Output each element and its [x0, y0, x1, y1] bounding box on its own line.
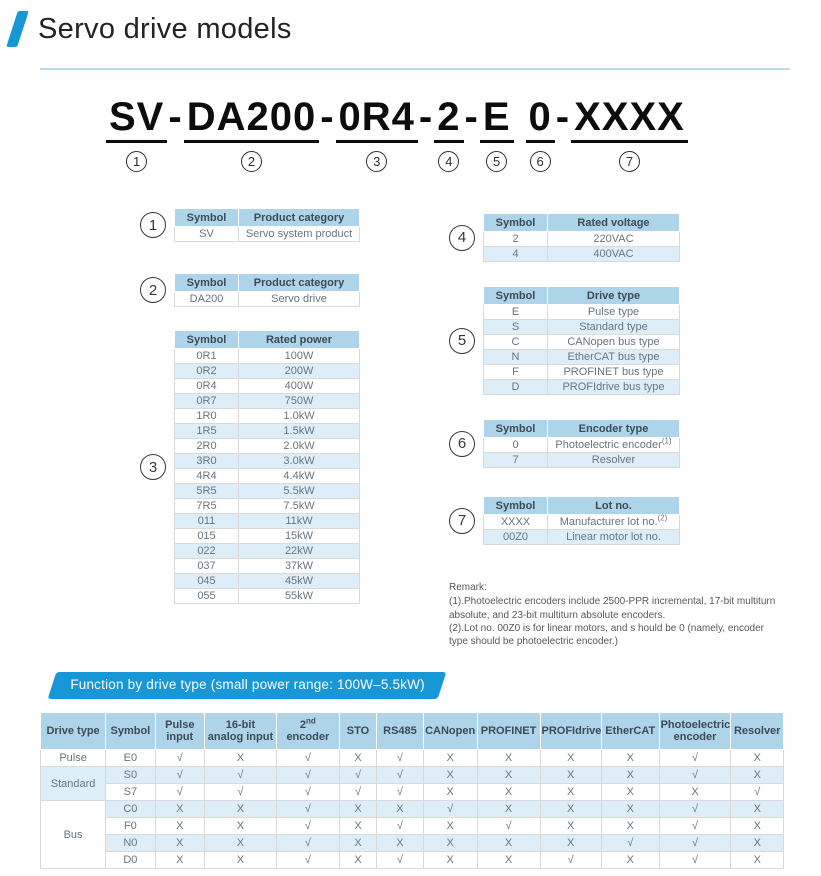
- support-cell: X: [477, 852, 540, 869]
- table-header-row: [175, 209, 360, 227]
- support-cell: X: [731, 852, 784, 869]
- symbol-cell: E0: [106, 750, 155, 767]
- support-cell: √: [205, 767, 277, 784]
- model-segment-text: DA200: [184, 96, 320, 143]
- support-cell: X: [155, 801, 204, 818]
- support-cell: √: [276, 852, 339, 869]
- function-column-header: Drive type: [41, 713, 106, 750]
- column-header: Product category: [239, 274, 360, 292]
- table-row: [175, 514, 360, 529]
- table-cell: 220VAC: [548, 232, 680, 247]
- support-cell: X: [423, 852, 477, 869]
- symbol-cell: N0: [106, 835, 155, 852]
- table-cell: 15kW: [239, 529, 360, 544]
- legend-table-1: [174, 208, 360, 242]
- table-cell: 22kW: [239, 544, 360, 559]
- support-cell: X: [477, 750, 540, 767]
- table-cell: 3R0: [175, 454, 239, 469]
- model-separator: -: [555, 95, 571, 139]
- support-cell: √: [276, 767, 339, 784]
- circled-number-1: 1: [126, 151, 147, 172]
- table-cell: 3.0kW: [239, 454, 360, 469]
- table-cell: XXXX: [484, 515, 548, 530]
- support-cell: X: [423, 784, 477, 801]
- table-row: [175, 484, 360, 499]
- table-row: [484, 247, 680, 262]
- legend-block-3: [140, 330, 360, 604]
- support-cell: X: [423, 767, 477, 784]
- table-row: [175, 439, 360, 454]
- table-cell: 011: [175, 514, 239, 529]
- table-cell: E: [484, 305, 548, 320]
- table-cell: 5.5kW: [239, 484, 360, 499]
- table-cell: SV: [175, 227, 239, 242]
- table-row: [484, 335, 680, 350]
- column-header: Rated voltage: [548, 214, 680, 232]
- table-cell: 5R5: [175, 484, 239, 499]
- support-cell: √: [601, 835, 659, 852]
- model-segment-text: 2: [434, 96, 463, 143]
- legend-block-7: [449, 496, 821, 545]
- model-segment-text: 0: [526, 96, 555, 143]
- function-column-header: 16-bit analog input: [205, 713, 277, 750]
- support-cell: X: [731, 767, 784, 784]
- support-cell: √: [377, 750, 423, 767]
- support-cell: √: [205, 784, 277, 801]
- support-cell: X: [155, 835, 204, 852]
- table-row: [484, 438, 680, 453]
- table-cell: 0R2: [175, 364, 239, 379]
- drive-type-group-cell: Pulse: [41, 750, 106, 767]
- table-header-row: [484, 214, 680, 232]
- function-column-header: CANopen: [423, 713, 477, 750]
- legend-circled-number-3: 3: [140, 454, 166, 480]
- circled-number-5: 5: [486, 151, 507, 172]
- support-cell: X: [601, 818, 659, 835]
- support-cell: X: [601, 750, 659, 767]
- banner-row: [52, 672, 821, 699]
- legend-block-1: [140, 208, 360, 242]
- table-cell: Servo system product: [239, 227, 360, 242]
- support-cell: X: [423, 750, 477, 767]
- table-cell: 015: [175, 529, 239, 544]
- support-cell: X: [540, 801, 601, 818]
- table-cell: 0R4: [175, 379, 239, 394]
- function-row-F0: [41, 818, 784, 835]
- legend-circled-number-7: 7: [449, 508, 475, 534]
- function-column-header: Photoelectric encoder: [659, 713, 731, 750]
- support-cell: √: [339, 784, 376, 801]
- table-cell: 1R5: [175, 424, 239, 439]
- function-by-drive-type-table: [40, 712, 784, 869]
- table-cell: 11kW: [239, 514, 360, 529]
- column-header: Rated power: [239, 331, 360, 349]
- legend-column-left: [140, 208, 360, 648]
- function-column-header: PROFIdrive: [540, 713, 601, 750]
- table-row: [484, 365, 680, 380]
- function-row-C0: [41, 801, 784, 818]
- column-header: Product category: [239, 209, 360, 227]
- support-cell: X: [205, 750, 277, 767]
- support-cell: X: [339, 818, 376, 835]
- table-cell: Standard type: [548, 320, 680, 335]
- table-cell: CANopen bus type: [548, 335, 680, 350]
- support-cell: √: [276, 784, 339, 801]
- column-header: Drive type: [548, 287, 680, 305]
- table-cell: 45kW: [239, 574, 360, 589]
- table-cell: D: [484, 380, 548, 395]
- table-cell: 00Z0: [484, 530, 548, 545]
- table-cell: 1R0: [175, 409, 239, 424]
- column-header: Symbol: [484, 214, 548, 232]
- table-header-row: [175, 274, 360, 292]
- function-column-header: PROFINET: [477, 713, 540, 750]
- table-row: [175, 544, 360, 559]
- legend-table-7: [483, 496, 680, 545]
- support-cell: √: [423, 801, 477, 818]
- function-row-E0: [41, 750, 784, 767]
- table-cell: Servo drive: [239, 292, 360, 307]
- function-header-row: [41, 713, 784, 750]
- table-cell: 0R7: [175, 394, 239, 409]
- support-cell: X: [659, 784, 731, 801]
- table-row: [175, 559, 360, 574]
- table-row: [175, 227, 360, 242]
- circled-number-7: 7: [619, 151, 640, 172]
- support-cell: X: [205, 852, 277, 869]
- table-cell: 2R0: [175, 439, 239, 454]
- table-cell: 037: [175, 559, 239, 574]
- support-cell: X: [540, 767, 601, 784]
- model-segment-text: 0R4: [336, 96, 418, 143]
- table-row: [175, 424, 360, 439]
- circled-number-2: 2: [241, 151, 262, 172]
- function-row-D0: [41, 852, 784, 869]
- support-cell: √: [155, 750, 204, 767]
- function-column-header: EtherCAT: [601, 713, 659, 750]
- legend-column-right: [449, 208, 821, 648]
- support-cell: X: [339, 835, 376, 852]
- title-divider: [40, 68, 790, 70]
- support-cell: X: [477, 784, 540, 801]
- table-cell: PROFIdrive bus type: [548, 380, 680, 395]
- table-cell: 750W: [239, 394, 360, 409]
- table-row: [484, 305, 680, 320]
- support-cell: √: [276, 818, 339, 835]
- support-cell: √: [659, 852, 731, 869]
- support-cell: X: [731, 818, 784, 835]
- legend-block-4: [449, 213, 821, 262]
- legend-block-2: [140, 273, 360, 307]
- symbol-cell: F0: [106, 818, 155, 835]
- table-header-row: [484, 497, 680, 515]
- legend-table-6: [483, 419, 680, 468]
- model-segment-6: [526, 96, 555, 172]
- table-cell: Linear motor lot no.: [548, 530, 680, 545]
- remark: [449, 581, 821, 648]
- model-separator: [514, 96, 526, 139]
- model-segment-2: [184, 96, 320, 172]
- page-header: [0, 0, 821, 47]
- column-header: Lot no.: [548, 497, 680, 515]
- table-row: [175, 499, 360, 514]
- table-cell: F: [484, 365, 548, 380]
- legend-block-6: [449, 419, 821, 468]
- support-cell: X: [205, 801, 277, 818]
- table-cell: EtherCAT bus type: [548, 350, 680, 365]
- table-row: [175, 364, 360, 379]
- table-cell: 2.0kW: [239, 439, 360, 454]
- page-title: Servo drive models: [38, 12, 292, 45]
- support-cell: X: [540, 750, 601, 767]
- table-row: [484, 515, 680, 530]
- table-row: [484, 530, 680, 545]
- support-cell: X: [423, 835, 477, 852]
- table-cell: 4R4: [175, 469, 239, 484]
- table-cell: Photoelectric encoder$^{(1)}$: [548, 438, 680, 453]
- table-header-row: [484, 287, 680, 305]
- table-row: [175, 529, 360, 544]
- table-cell: 4.4kW: [239, 469, 360, 484]
- table-cell: 400VAC: [548, 247, 680, 262]
- support-cell: X: [731, 801, 784, 818]
- table-cell: Manufacturer lot no.$^{(2)}$: [548, 515, 680, 530]
- support-cell: X: [155, 852, 204, 869]
- table-cell: 0R1: [175, 349, 239, 364]
- table-row: [175, 409, 360, 424]
- circled-number-4: 4: [438, 151, 459, 172]
- column-header: Encoder type: [548, 420, 680, 438]
- support-cell: X: [477, 801, 540, 818]
- function-column-header: Pulse input: [155, 713, 204, 750]
- legend-circled-number-6: 6: [449, 431, 475, 457]
- table-row: [484, 232, 680, 247]
- symbol-cell: S7: [106, 784, 155, 801]
- support-cell: X: [339, 750, 376, 767]
- support-cell: X: [339, 852, 376, 869]
- model-segment-1: [106, 96, 167, 172]
- table-cell: Pulse type: [548, 305, 680, 320]
- table-cell: S: [484, 320, 548, 335]
- table-row: [175, 349, 360, 364]
- table-row: [175, 574, 360, 589]
- table-row: [175, 589, 360, 604]
- table-cell: 55kW: [239, 589, 360, 604]
- function-row-S0: [41, 767, 784, 784]
- support-cell: √: [659, 767, 731, 784]
- drive-type-group-cell: Standard: [41, 767, 106, 801]
- table-cell: 2: [484, 232, 548, 247]
- column-header: Symbol: [175, 209, 239, 227]
- table-cell: 022: [175, 544, 239, 559]
- table-cell: 4: [484, 247, 548, 262]
- support-cell: √: [540, 852, 601, 869]
- table-header-row: [484, 420, 680, 438]
- model-segment-text: E: [480, 96, 514, 143]
- function-row-N0: [41, 835, 784, 852]
- support-cell: X: [477, 767, 540, 784]
- support-cell: X: [205, 835, 277, 852]
- support-cell: √: [377, 852, 423, 869]
- support-cell: √: [659, 835, 731, 852]
- model-segment-4: [434, 96, 463, 172]
- support-cell: √: [377, 818, 423, 835]
- support-cell: √: [276, 750, 339, 767]
- slash-icon: [6, 11, 29, 47]
- legend-circled-number-1: 1: [140, 212, 166, 238]
- table-cell: 045: [175, 574, 239, 589]
- table-row: [175, 469, 360, 484]
- function-banner: [48, 672, 447, 699]
- model-separator: -: [418, 95, 434, 139]
- legend-table-2: [174, 273, 360, 307]
- column-header: Symbol: [484, 497, 548, 515]
- model-separator: -: [464, 95, 479, 139]
- table-cell: 7: [484, 453, 548, 468]
- function-column-header: Resolver: [731, 713, 784, 750]
- column-header: Symbol: [484, 287, 548, 305]
- support-cell: X: [339, 801, 376, 818]
- table-cell: 100W: [239, 349, 360, 364]
- table-cell: N: [484, 350, 548, 365]
- column-header: Symbol: [175, 274, 239, 292]
- table-cell: 7.5kW: [239, 499, 360, 514]
- model-number: [0, 96, 821, 172]
- symbol-cell: C0: [106, 801, 155, 818]
- model-segment-text: XXXX: [571, 96, 688, 143]
- support-cell: √: [377, 784, 423, 801]
- support-cell: X: [601, 784, 659, 801]
- table-row: [484, 453, 680, 468]
- support-cell: √: [731, 784, 784, 801]
- table-cell: DA200: [175, 292, 239, 307]
- table-cell: 1.5kW: [239, 424, 360, 439]
- table-cell: 200W: [239, 364, 360, 379]
- table-cell: 0: [484, 438, 548, 453]
- table-row: [175, 454, 360, 469]
- table-cell: 400W: [239, 379, 360, 394]
- table-cell: 37kW: [239, 559, 360, 574]
- table-cell: 7R5: [175, 499, 239, 514]
- table-row: [175, 292, 360, 307]
- function-column-header: 2nd encoder: [276, 713, 339, 750]
- function-table-wrap: [40, 712, 784, 869]
- support-cell: X: [377, 835, 423, 852]
- support-cell: √: [659, 801, 731, 818]
- support-cell: X: [731, 835, 784, 852]
- support-cell: X: [155, 818, 204, 835]
- symbol-cell: S0: [106, 767, 155, 784]
- table-row: [484, 320, 680, 335]
- support-cell: √: [276, 801, 339, 818]
- support-cell: √: [659, 818, 731, 835]
- support-cell: X: [377, 801, 423, 818]
- support-cell: √: [377, 767, 423, 784]
- column-header: Symbol: [484, 420, 548, 438]
- legend-circled-number-4: 4: [449, 225, 475, 251]
- table-row: [484, 380, 680, 395]
- model-separator: -: [168, 95, 183, 139]
- table-cell: PROFINET bus type: [548, 365, 680, 380]
- support-cell: X: [601, 767, 659, 784]
- remark-title: Remark:: [449, 582, 487, 594]
- model-segment-3: [336, 96, 418, 172]
- symbol-cell: D0: [106, 852, 155, 869]
- table-cell: Resolver: [548, 453, 680, 468]
- support-cell: √: [155, 784, 204, 801]
- legend-block-5: [449, 286, 821, 395]
- support-cell: X: [731, 750, 784, 767]
- table-row: [175, 379, 360, 394]
- legend-table-5: [483, 286, 680, 395]
- circled-number-6: 6: [530, 151, 551, 172]
- table-cell: 1.0kW: [239, 409, 360, 424]
- function-row-S7: [41, 784, 784, 801]
- legend-area: [0, 208, 821, 648]
- circled-number-3: 3: [366, 151, 387, 172]
- support-cell: √: [477, 818, 540, 835]
- support-cell: √: [155, 767, 204, 784]
- support-cell: √: [276, 835, 339, 852]
- support-cell: X: [540, 784, 601, 801]
- column-header: Symbol: [175, 331, 239, 349]
- remark-text: (1).Photoelectric encoders include 2500-PPR incremental, 17-bit multiturn absolute, and 23-bit multiturn absolute encoders. (2).Lot no. 00Z0 is for linear motors, and s hould be 0 (namely, encoder type should be photoelectric encoder.): [449, 596, 776, 647]
- table-header-row: [175, 331, 360, 349]
- table-cell: 055: [175, 589, 239, 604]
- model-separator: -: [320, 95, 335, 139]
- model-segment-7: [571, 96, 688, 172]
- support-cell: X: [540, 818, 601, 835]
- table-row: [175, 394, 360, 409]
- table-cell: C: [484, 335, 548, 350]
- function-column-header: STO: [339, 713, 376, 750]
- support-cell: X: [540, 835, 601, 852]
- legend-table-4: [483, 213, 680, 262]
- support-cell: X: [205, 818, 277, 835]
- legend-circled-number-2: 2: [140, 277, 166, 303]
- model-segment-5: [480, 96, 514, 172]
- function-column-header: Symbol: [106, 713, 155, 750]
- drive-type-group-cell: Bus: [41, 801, 106, 869]
- banner-label: Function by drive type (small power range: 100W–5.5kW): [70, 677, 425, 693]
- support-cell: √: [339, 767, 376, 784]
- support-cell: X: [477, 835, 540, 852]
- model-segment-text: SV: [106, 96, 167, 143]
- support-cell: √: [659, 750, 731, 767]
- support-cell: X: [601, 801, 659, 818]
- function-column-header: RS485: [377, 713, 423, 750]
- legend-circled-number-5: 5: [449, 328, 475, 354]
- table-row: [484, 350, 680, 365]
- legend-table-3: [174, 330, 360, 604]
- support-cell: X: [601, 852, 659, 869]
- support-cell: X: [423, 818, 477, 835]
